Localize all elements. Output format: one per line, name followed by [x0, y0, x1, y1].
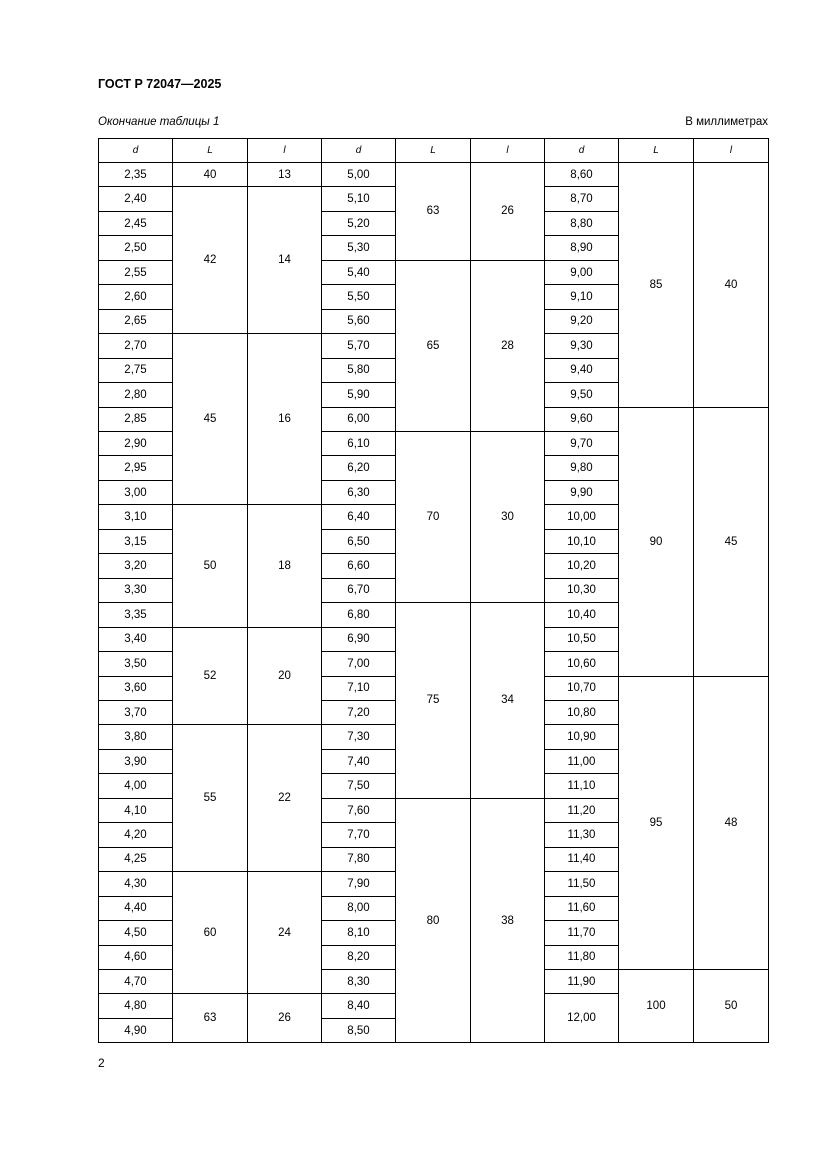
diameter-cell: 9,20 — [545, 309, 619, 333]
diameter-cell: 4,30 — [99, 872, 173, 896]
diameter-cell: 11,00 — [545, 749, 619, 773]
diameter-cell: 5,90 — [322, 383, 396, 407]
length-l-cell: 50 — [694, 969, 769, 1042]
diameter-cell: 3,40 — [99, 627, 173, 651]
diameter-cell: 10,10 — [545, 529, 619, 553]
diameter-cell: 10,80 — [545, 700, 619, 724]
diameter-cell: 9,90 — [545, 480, 619, 504]
diameter-cell: 4,20 — [99, 823, 173, 847]
length-L-cell: 85 — [619, 163, 694, 408]
diameter-cell: 11,70 — [545, 921, 619, 945]
length-l-cell: 14 — [248, 187, 322, 334]
diameter-cell: 8,60 — [545, 163, 619, 187]
diameter-cell: 3,50 — [99, 652, 173, 676]
diameter-cell: 8,20 — [322, 945, 396, 969]
length-l-cell: 22 — [248, 725, 322, 872]
diameter-cell: 6,00 — [322, 407, 396, 431]
length-L-cell: 55 — [173, 725, 248, 872]
units-note: В миллиметрах — [685, 116, 768, 128]
diameter-cell: 4,40 — [99, 896, 173, 920]
diameter-cell: 9,80 — [545, 456, 619, 480]
length-L-cell: 75 — [396, 603, 471, 799]
diameter-cell: 2,85 — [99, 407, 173, 431]
diameter-cell: 4,25 — [99, 847, 173, 871]
diameter-cell: 2,50 — [99, 236, 173, 260]
length-l-cell: 28 — [471, 260, 545, 431]
diameter-cell: 3,70 — [99, 700, 173, 724]
diameter-cell: 3,00 — [99, 480, 173, 504]
length-L-cell: 90 — [619, 407, 694, 676]
diameter-cell: 4,50 — [99, 921, 173, 945]
column-header: l — [248, 139, 322, 163]
diameter-cell: 8,40 — [322, 994, 396, 1018]
diameter-cell: 3,60 — [99, 676, 173, 700]
diameter-cell: 7,80 — [322, 847, 396, 871]
diameter-cell: 5,10 — [322, 187, 396, 211]
diameter-cell: 11,20 — [545, 798, 619, 822]
column-header: L — [173, 139, 248, 163]
diameter-cell: 7,50 — [322, 774, 396, 798]
diameter-cell: 6,50 — [322, 529, 396, 553]
column-header: l — [694, 139, 769, 163]
diameter-cell: 12,00 — [545, 994, 619, 1043]
diameter-cell: 5,20 — [322, 211, 396, 235]
length-L-cell: 80 — [396, 798, 471, 1043]
diameter-cell: 10,00 — [545, 505, 619, 529]
diameter-cell: 2,90 — [99, 431, 173, 455]
diameter-cell: 10,40 — [545, 603, 619, 627]
diameter-cell: 8,70 — [545, 187, 619, 211]
diameter-cell: 7,70 — [322, 823, 396, 847]
diameter-cell: 9,60 — [545, 407, 619, 431]
length-L-cell: 65 — [396, 260, 471, 431]
length-l-cell: 20 — [248, 627, 322, 725]
diameter-cell: 2,60 — [99, 285, 173, 309]
diameter-cell: 5,60 — [322, 309, 396, 333]
diameter-cell: 6,30 — [322, 480, 396, 504]
length-l-cell: 24 — [248, 872, 322, 994]
diameter-cell: 4,90 — [99, 1018, 173, 1042]
diameter-cell: 8,30 — [322, 969, 396, 993]
diameter-cell: 2,65 — [99, 309, 173, 333]
diameter-cell: 4,60 — [99, 945, 173, 969]
diameter-cell: 10,50 — [545, 627, 619, 651]
diameter-cell: 11,90 — [545, 969, 619, 993]
diameter-cell: 2,75 — [99, 358, 173, 382]
diameter-cell: 3,30 — [99, 578, 173, 602]
table-body — [99, 163, 769, 1043]
diameter-cell: 9,00 — [545, 260, 619, 284]
length-L-cell: 50 — [173, 505, 248, 627]
diameter-cell: 8,80 — [545, 211, 619, 235]
column-header: d — [322, 139, 396, 163]
diameter-cell: 3,15 — [99, 529, 173, 553]
diameter-cell: 9,40 — [545, 358, 619, 382]
length-L-cell: 52 — [173, 627, 248, 725]
diameter-cell: 5,00 — [322, 163, 396, 187]
length-l-cell: 40 — [694, 163, 769, 408]
diameter-cell: 9,10 — [545, 285, 619, 309]
length-l-cell: 30 — [471, 431, 545, 602]
diameter-cell: 3,90 — [99, 749, 173, 773]
length-L-cell: 100 — [619, 969, 694, 1042]
diameter-cell: 5,40 — [322, 260, 396, 284]
diameter-cell: 7,00 — [322, 652, 396, 676]
diameter-cell: 7,20 — [322, 700, 396, 724]
diameter-cell: 6,80 — [322, 603, 396, 627]
length-l-cell: 26 — [248, 994, 322, 1043]
diameter-cell: 8,50 — [322, 1018, 396, 1042]
diameter-cell: 10,30 — [545, 578, 619, 602]
column-header: d — [99, 139, 173, 163]
column-header: d — [545, 139, 619, 163]
diameter-cell: 3,80 — [99, 725, 173, 749]
diameter-cell: 2,95 — [99, 456, 173, 480]
table-row — [99, 163, 769, 187]
diameter-cell: 11,60 — [545, 896, 619, 920]
diameter-cell: 5,80 — [322, 358, 396, 382]
diameter-cell: 2,70 — [99, 334, 173, 358]
diameter-cell: 5,50 — [322, 285, 396, 309]
diameter-cell: 6,60 — [322, 554, 396, 578]
diameter-cell: 9,50 — [545, 383, 619, 407]
diameter-cell: 6,20 — [322, 456, 396, 480]
diameter-cell: 7,90 — [322, 872, 396, 896]
length-l-cell: 13 — [248, 163, 322, 187]
diameter-cell: 7,10 — [322, 676, 396, 700]
diameter-cell: 10,20 — [545, 554, 619, 578]
diameter-cell: 11,10 — [545, 774, 619, 798]
diameter-cell: 2,40 — [99, 187, 173, 211]
diameter-cell: 5,70 — [322, 334, 396, 358]
length-l-cell: 18 — [248, 505, 322, 627]
diameter-cell: 9,30 — [545, 334, 619, 358]
diameter-cell: 3,20 — [99, 554, 173, 578]
length-l-cell: 34 — [471, 603, 545, 799]
dimensions-table — [98, 138, 769, 1043]
diameter-cell: 10,70 — [545, 676, 619, 700]
diameter-cell: 4,00 — [99, 774, 173, 798]
diameter-cell: 2,80 — [99, 383, 173, 407]
length-l-cell: 26 — [471, 163, 545, 261]
diameter-cell: 11,50 — [545, 872, 619, 896]
length-l-cell: 45 — [694, 407, 769, 676]
diameter-cell: 2,45 — [99, 211, 173, 235]
length-L-cell: 95 — [619, 676, 694, 969]
diameter-cell: 8,00 — [322, 896, 396, 920]
diameter-cell: 4,80 — [99, 994, 173, 1018]
diameter-cell: 4,70 — [99, 969, 173, 993]
diameter-cell: 11,80 — [545, 945, 619, 969]
diameter-cell: 6,90 — [322, 627, 396, 651]
diameter-cell: 7,40 — [322, 749, 396, 773]
length-L-cell: 63 — [396, 163, 471, 261]
length-L-cell: 42 — [173, 187, 248, 334]
diameter-cell: 8,10 — [322, 921, 396, 945]
page-number: 2 — [98, 1056, 105, 1070]
diameter-cell: 11,30 — [545, 823, 619, 847]
length-l-cell: 48 — [694, 676, 769, 969]
diameter-cell: 9,70 — [545, 431, 619, 455]
diameter-cell: 3,10 — [99, 505, 173, 529]
column-header: L — [396, 139, 471, 163]
table-header-row — [99, 139, 769, 163]
diameter-cell: 6,10 — [322, 431, 396, 455]
diameter-cell: 4,10 — [99, 798, 173, 822]
diameter-cell: 5,30 — [322, 236, 396, 260]
diameter-cell: 11,40 — [545, 847, 619, 871]
document-header: ГОСТ Р 72047—2025 — [98, 77, 222, 91]
column-header: L — [619, 139, 694, 163]
diameter-cell: 6,70 — [322, 578, 396, 602]
diameter-cell: 10,90 — [545, 725, 619, 749]
table-caption: Окончание таблицы 1 — [98, 116, 220, 128]
length-l-cell: 16 — [248, 334, 322, 505]
diameter-cell: 2,55 — [99, 260, 173, 284]
column-header: l — [471, 139, 545, 163]
diameter-cell: 7,60 — [322, 798, 396, 822]
diameter-cell: 7,30 — [322, 725, 396, 749]
length-L-cell: 63 — [173, 994, 248, 1043]
diameter-cell: 3,35 — [99, 603, 173, 627]
length-l-cell: 38 — [471, 798, 545, 1043]
diameter-cell: 8,90 — [545, 236, 619, 260]
diameter-cell: 10,60 — [545, 652, 619, 676]
length-L-cell: 70 — [396, 431, 471, 602]
length-L-cell: 60 — [173, 872, 248, 994]
diameter-cell: 2,35 — [99, 163, 173, 187]
length-L-cell: 40 — [173, 163, 248, 187]
length-L-cell: 45 — [173, 334, 248, 505]
diameter-cell: 6,40 — [322, 505, 396, 529]
